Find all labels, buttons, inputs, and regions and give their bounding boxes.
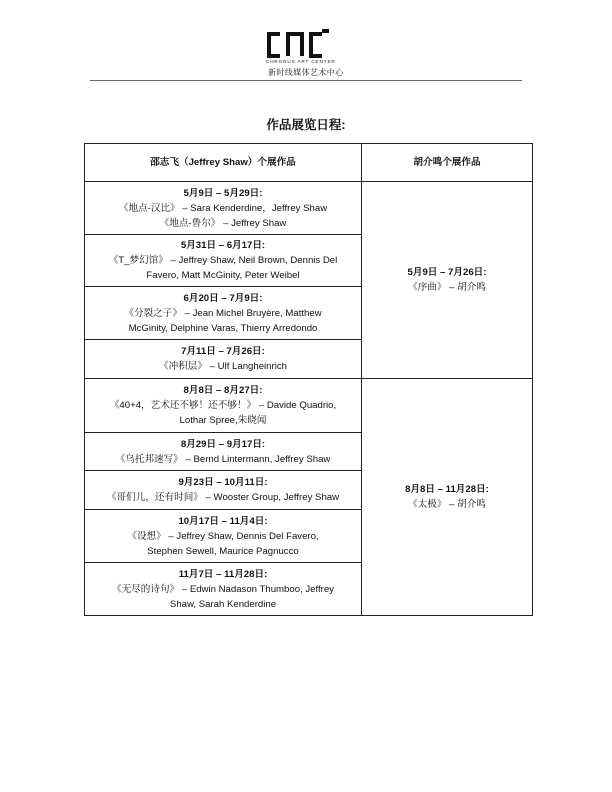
schedule-entry [85,379,362,433]
entry-date: 5月9日 – 5月29日: [183,187,263,199]
schedule-entry [85,287,362,340]
entry-date: 11月7日 – 11月28日: [178,568,268,580]
entry-line: 《太极》 – 胡介鸣 [408,499,486,510]
entry-date: 7月11日 – 7月26日: [181,346,265,357]
entry-date: 9月23日 – 10月11日: [178,477,268,488]
schedule-entry [85,510,362,563]
entry-line: 《乌托邦速写》 – Bernd Lintermann, Jeffrey Shaw [115,453,331,465]
schedule-entry [85,433,362,471]
entry-line: 《哥们儿，还有时间》 – Wooster Group, Jeffrey Shaw [106,492,340,503]
schedule-entry [85,182,362,235]
schedule-table [84,143,533,616]
entry-line: 《分裂之子》 – Jean Michel Bruyère, Matthew [124,307,322,319]
entry-line: Favero, Matt McGinity, Peter Weibel [146,270,300,281]
schedule-entry [85,235,362,287]
entry-line: Lothar Spree,朱晓闻 [179,415,267,426]
entry-date: 5月31日 – 6月17日: [180,240,266,251]
column-header-hu: 胡介鸣个展作品 [362,144,533,182]
entry-line: McGinity, Delphine Varas, Thierry Arredondo [128,322,318,334]
entry-line: 《冲积层》 – Ulf Langheinrich [159,361,287,372]
entry-line: Stephen Sewell, Maurice Pagnucco [147,545,299,557]
header-divider [90,80,522,81]
entry-date: 8月8日 – 8月27日: [183,385,263,396]
hu-entry [362,379,533,616]
entry-line: 《40+4，艺术还不够！还不够！》 – Davide Quadrio, [109,400,337,411]
entry-line: 《地点-鲁尔》 – Jeffrey Shaw [159,217,287,229]
column-header-shaw: 邵志飞（Jeffrey Shaw）个展作品 [85,144,362,182]
schedule-entry [85,563,362,616]
logo-subtitle: CHRONUS ART CENTER [266,59,336,64]
page-title: 作品展览日程: [266,118,346,132]
entry-line: Shaw, Sarah Kenderdine [169,598,277,610]
schedule-entry [85,471,362,510]
entry-line: 《T_梦幻馆》 – Jeffrey Shaw, Neil Brown, Dennis Del [108,255,338,266]
table-row [85,182,533,235]
logo [266,28,346,78]
entry-line: 《序曲》 – 胡介鸣 [408,282,486,293]
entry-line: 《地点-汉比》 – Sara Kenderdine，Jeffrey Shaw [118,202,328,214]
cnc-logo-icon [266,28,346,60]
entry-line: 《设想》 – Jeffrey Shaw, Dennis Del Favero, [127,530,319,542]
logo-chinese-name: 新时线媒体艺术中心 [268,68,344,77]
schedule-entry [85,340,362,379]
table-header-row [85,144,533,182]
entry-date: 10月17日 – 11月4日: [178,515,268,527]
entry-date: 5月9日 – 7月26日: [407,267,487,278]
table-row [85,379,533,433]
entry-line: 《无尽的诗句》 – Edwin Nadason Thumboo, Jeffrey [112,583,334,595]
entry-date: 8月8日 – 11月28日: [405,484,489,495]
entry-date: 8月29日 – 9月17日: [180,438,266,450]
hu-entry [362,182,533,379]
entry-date: 6月20日 – 7月9日: [183,292,263,304]
